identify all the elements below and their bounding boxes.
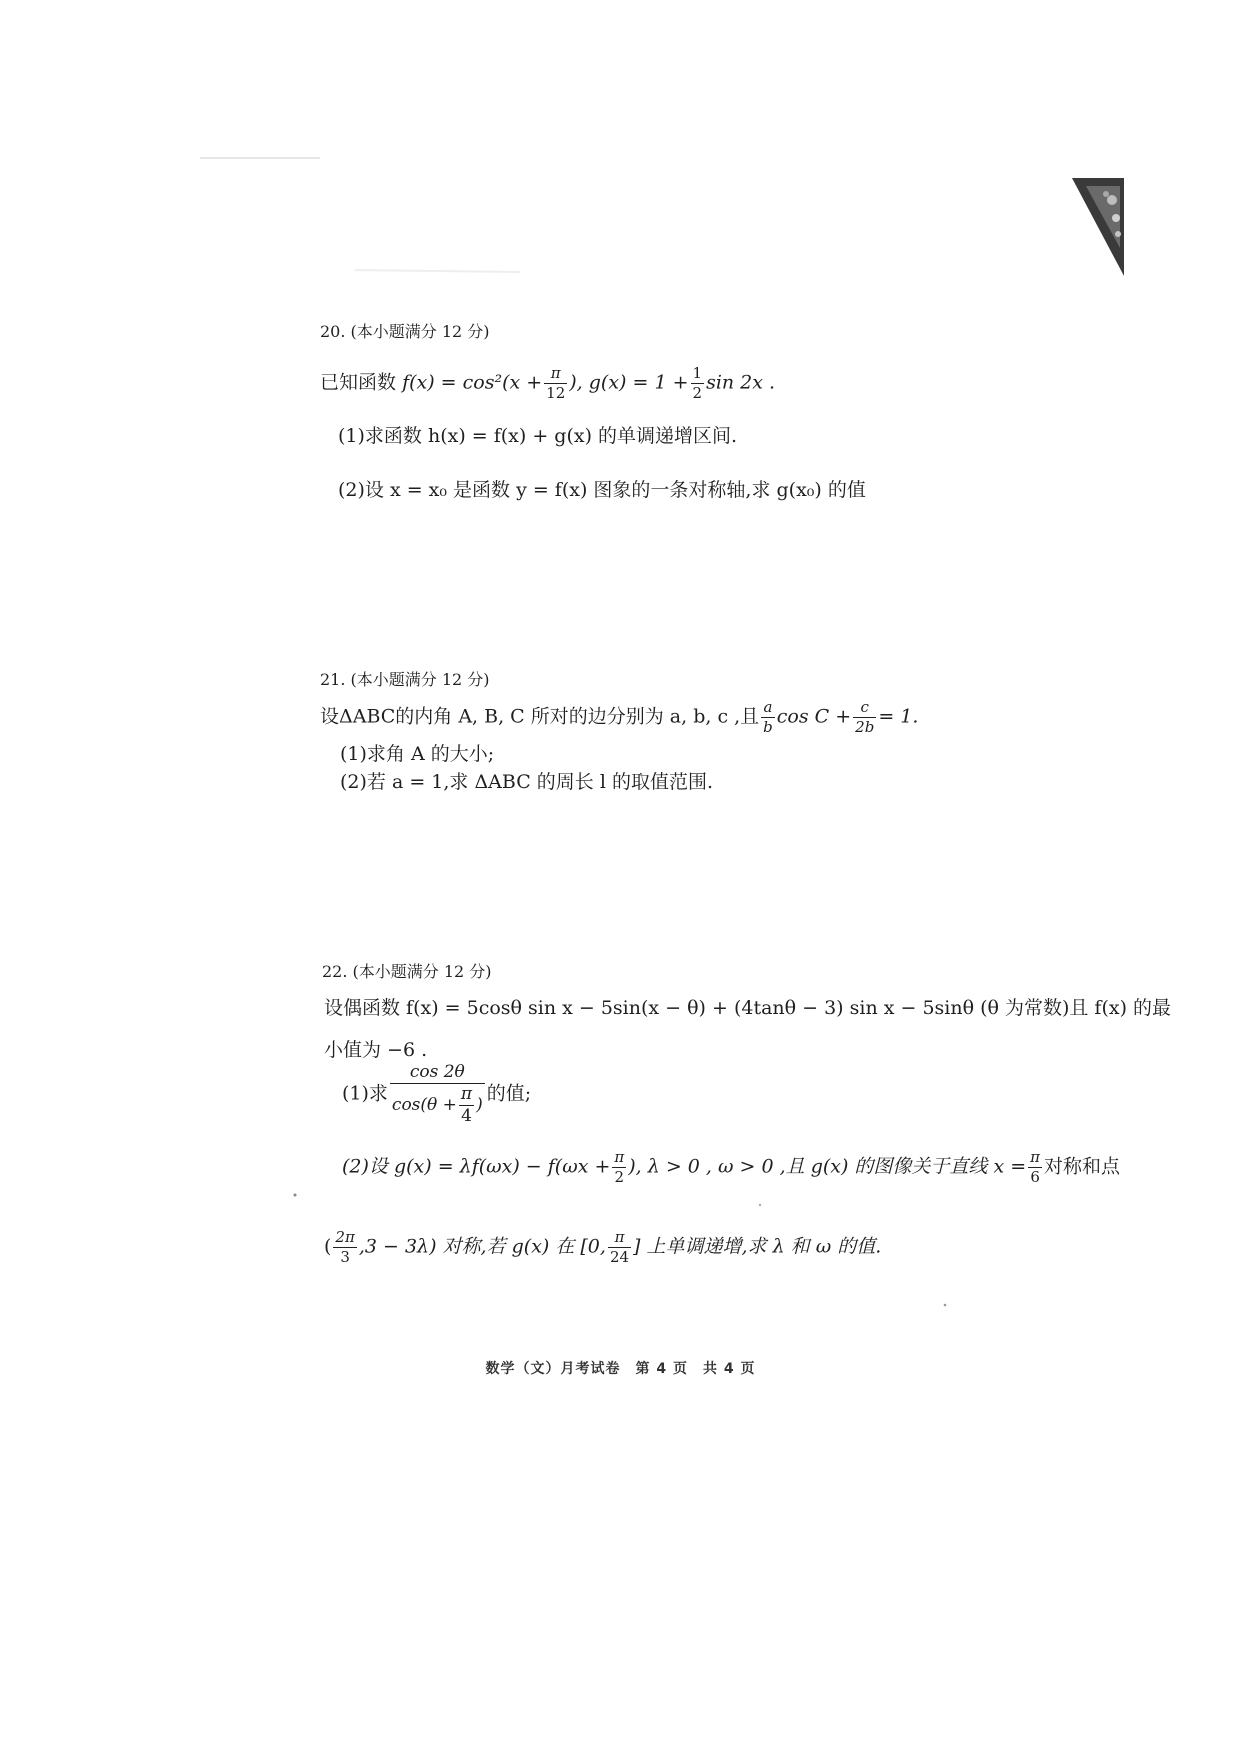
q22-stem-line1: 设偶函数 f(x) = 5cosθ sin x − 5sin(x − θ) + (4tanθ − 3) sin x − 5sinθ (θ 为常数)且 f(x) 的最 <box>324 997 1172 1019</box>
q20-f-fraction <box>544 366 567 401</box>
q21-part1: (1)求角 A 的大小; <box>340 743 495 765</box>
q22-part2-line2-frac-num: 2π <box>335 1228 355 1246</box>
q22-part2-frac1-den: 2 <box>614 1168 625 1186</box>
q22-part1-frac-num: cos 2θ <box>390 1064 485 1084</box>
q22-part2-fraction-2pi-over-3 <box>333 1230 356 1265</box>
q22-part2-line2-frac2-den: 24 <box>609 1248 630 1266</box>
q20-part1: (1)求函数 h(x) = f(x) + g(x) 的单调递增区间. <box>338 425 738 447</box>
q22-part2-frac2-num: π <box>1030 1148 1041 1166</box>
q20-stem-prefix: 已知函数 <box>320 371 397 394</box>
q21-mid: cos C + <box>776 705 852 728</box>
q22-part2-line1 <box>342 1150 1120 1185</box>
q21-stem-prefix: 设ΔABC的内角 A, B, C 所对的边分别为 a, b, c ,且 <box>320 705 760 728</box>
q22-stem-line2: 小值为 −6 . <box>324 1039 428 1061</box>
q22-part2-fraction-pi-over-2 <box>612 1150 626 1185</box>
q22-part2-line2-mid: ,3 − 3λ) 对称,若 g(x) 在 [0, <box>358 1235 606 1258</box>
q21-frac2-num: c <box>853 700 876 718</box>
q22-part1-inner-den: 4 <box>461 1106 472 1126</box>
q22-part1-frac-den-b: ) <box>476 1095 483 1115</box>
q22-part1 <box>342 1064 531 1125</box>
q20-f-close: ), <box>569 371 583 394</box>
q22-part2-tail: 对称和点 <box>1044 1155 1121 1178</box>
q20-stem <box>320 366 775 401</box>
q22-part2-frac2-den: 6 <box>1030 1168 1040 1186</box>
q20-header: 20. (本小题满分 12 分) <box>320 322 490 341</box>
q20-g-definition: g(x) = 1 + <box>588 371 689 394</box>
q22-part1-frac-den-a: cos(θ + <box>391 1095 457 1115</box>
q22-part2-mid: ), λ > 0 , ω > 0 ,且 g(x) 的图像关于直线 x = <box>628 1155 1027 1178</box>
q20-g-frac-num: 1 <box>692 364 703 382</box>
q22-header: 22. (本小题满分 12 分) <box>322 962 492 981</box>
q22-part2-line2 <box>324 1230 881 1265</box>
q22-part2-line2-frac2-num: π <box>608 1230 631 1248</box>
q20-f-frac-den: 12 <box>546 384 566 402</box>
q22-part1-tail: 的值; <box>486 1082 532 1105</box>
q22-part1-inner-fraction <box>459 1086 474 1125</box>
q22-part2-prefix: (2)设 g(x) = λf(ωx) − f(ωx + <box>342 1155 611 1178</box>
q20-g-fraction <box>691 366 705 401</box>
q22-part2-fraction-pi-over-6 <box>1028 1150 1042 1185</box>
page-footer: 数学（文）月考试卷 第 4 页 共 4 页 <box>485 1361 756 1377</box>
q21-frac2-den: 2b <box>855 718 875 736</box>
q21-part2: (2)若 a = 1,求 ΔABC 的周长 l 的取值范围. <box>340 771 713 793</box>
q21-frac1-num: a <box>761 700 775 718</box>
q21-fraction-c-over-2b <box>853 700 876 735</box>
q20-f-definition: f(x) = cos²(x + <box>402 371 543 394</box>
q21-fraction-a-over-b <box>761 700 775 735</box>
q22-part2-frac1-num: π <box>614 1148 625 1166</box>
q20-g-tail: sin 2x . <box>706 371 776 394</box>
q20-g-frac-den: 2 <box>692 384 703 402</box>
q22-part1-prefix: (1)求 <box>342 1082 388 1105</box>
q21-frac1-den: b <box>763 718 773 736</box>
q22-part2-fraction-pi-over-24 <box>608 1230 631 1265</box>
q22-part1-inner-num: π <box>460 1084 473 1104</box>
q20-part2: (2)设 x = x₀ 是函数 y = f(x) 图象的一条对称轴,求 g(x₀) 的值 <box>338 479 866 501</box>
q22-part2-line2-open: ( <box>324 1235 332 1258</box>
q21-tail: = 1. <box>878 705 919 728</box>
q20-f-frac-num: π <box>544 366 567 384</box>
corner-scan-mark <box>1072 178 1124 276</box>
q21-header: 21. (本小题满分 12 分) <box>320 670 490 689</box>
q22-part1-frac-den <box>390 1084 485 1125</box>
q22-part2-line2-tail: ] 上单调递增,求 λ 和 ω 的值. <box>633 1235 882 1258</box>
q22-part1-fraction <box>390 1064 485 1125</box>
q21-stem <box>320 700 918 735</box>
q22-part2-line2-frac-den: 3 <box>340 1248 350 1266</box>
